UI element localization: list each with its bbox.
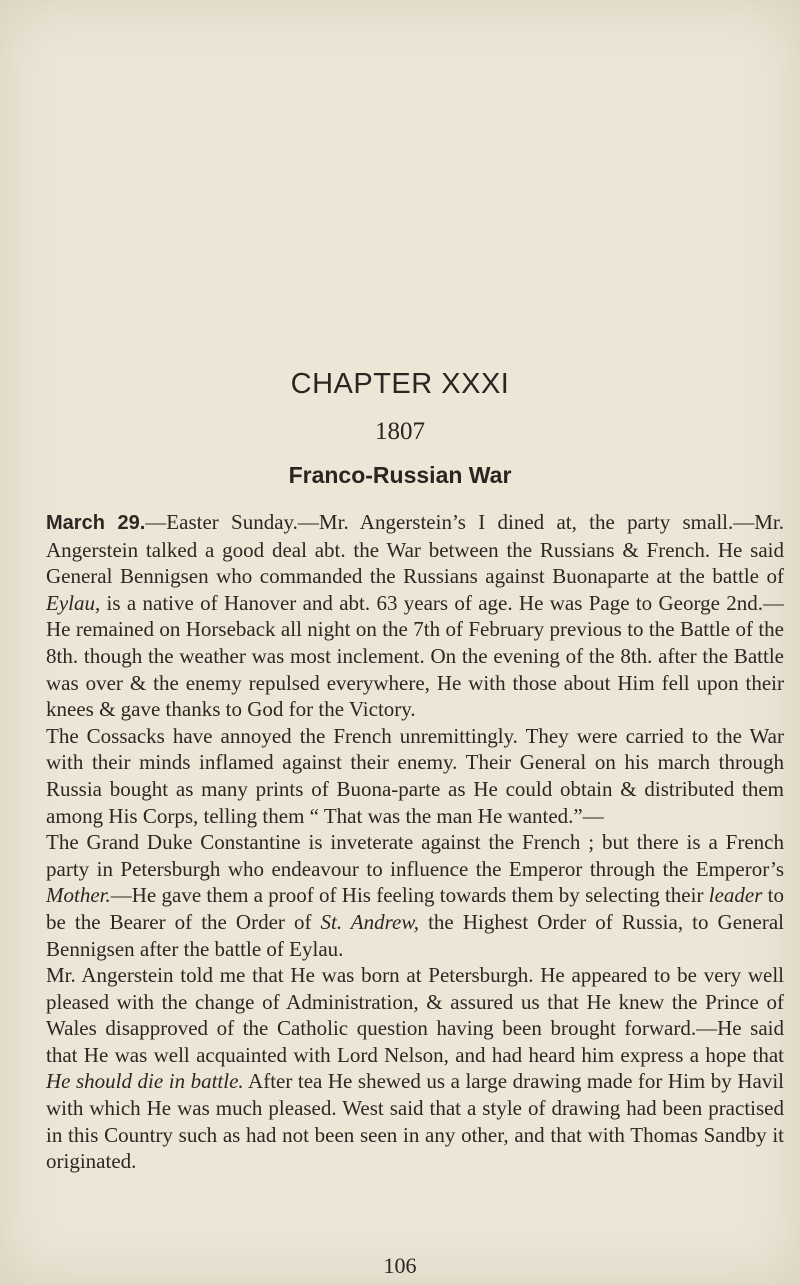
text-run: —He gave them a proof of His feeling towards them by selecting their bbox=[110, 883, 709, 908]
text-run: —Easter Sunday.—Mr. Angerstein’s I dined at, the party small.—Mr. Angerstein talked a good deal abt. the War between the Russians & French. He said General Bennigsen who commanded the Russians against Buonaparte at the battle of bbox=[46, 510, 784, 589]
italic-run: St. Andrew, bbox=[320, 909, 420, 934]
paragraph bbox=[46, 723, 784, 829]
entry-date: March 29. bbox=[46, 512, 146, 534]
text-run: the Highest Order of Russia, to General Bennigsen after the battle of Eylau. bbox=[46, 909, 784, 961]
paragraph bbox=[46, 962, 784, 1175]
page-number: 106 bbox=[383, 1253, 417, 1278]
italic-run: Eylau, bbox=[46, 590, 101, 615]
chapter-title: Franco-Russian War bbox=[288, 462, 512, 488]
text-run: to be the Bearer of the Order of bbox=[46, 883, 784, 934]
chapter-heading: CHAPTER XXXI bbox=[290, 368, 510, 400]
text-run: The Grand Duke Constantine is inveterate against the French ; but there is a French party in Petersburgh who endeavour to influence the Emperor through the Emperor’s bbox=[46, 830, 784, 881]
paragraph bbox=[46, 829, 784, 962]
body-text bbox=[46, 509, 784, 1175]
text-run: is a native of Hanover and abt. 63 years of age. He was Page to George 2nd.—He remained on Horseback all night on the 7th of February previous to the Battle of the 8th. though the weather was most inclement. On the evening of the 8th. after the Battle was over & the enemy repulsed everywhere, He with those about Him fell upon their knees & gave thanks to God for the Victory. bbox=[46, 590, 784, 722]
paragraph bbox=[46, 509, 784, 723]
chapter-year: 1807 bbox=[375, 418, 425, 445]
italic-run: Mother. bbox=[46, 883, 111, 908]
text-run: After tea He shewed us a large drawing made for Him by Havil with which He was much pleased. West said that a style of drawing had been practised in this Country such as had not been seen in any other, and that with Thomas Sandby it originated. bbox=[46, 1069, 784, 1174]
italic-run: leader bbox=[708, 883, 763, 908]
text-run: The Cossacks have annoyed the French unremittingly. They were carried to the War with their minds inflamed against their enemy. Their General on his march through Russia bought as many prints of Buona-parte as He could obtain & distributed them among His Corps, telling them “ That was the man He wanted.”— bbox=[46, 723, 784, 828]
text-run: Mr. Angerstein told me that He was born at Petersburgh. He appeared to be very well pleased with the change of Administration, & assured us that He knew the Prince of Wales disapproved of the Catholic question having been brought forward.—He said that He was well acquainted with Lord Nelson, and had heard him express a hope that bbox=[46, 963, 784, 1067]
italic-run: He should die in battle. bbox=[46, 1069, 244, 1094]
